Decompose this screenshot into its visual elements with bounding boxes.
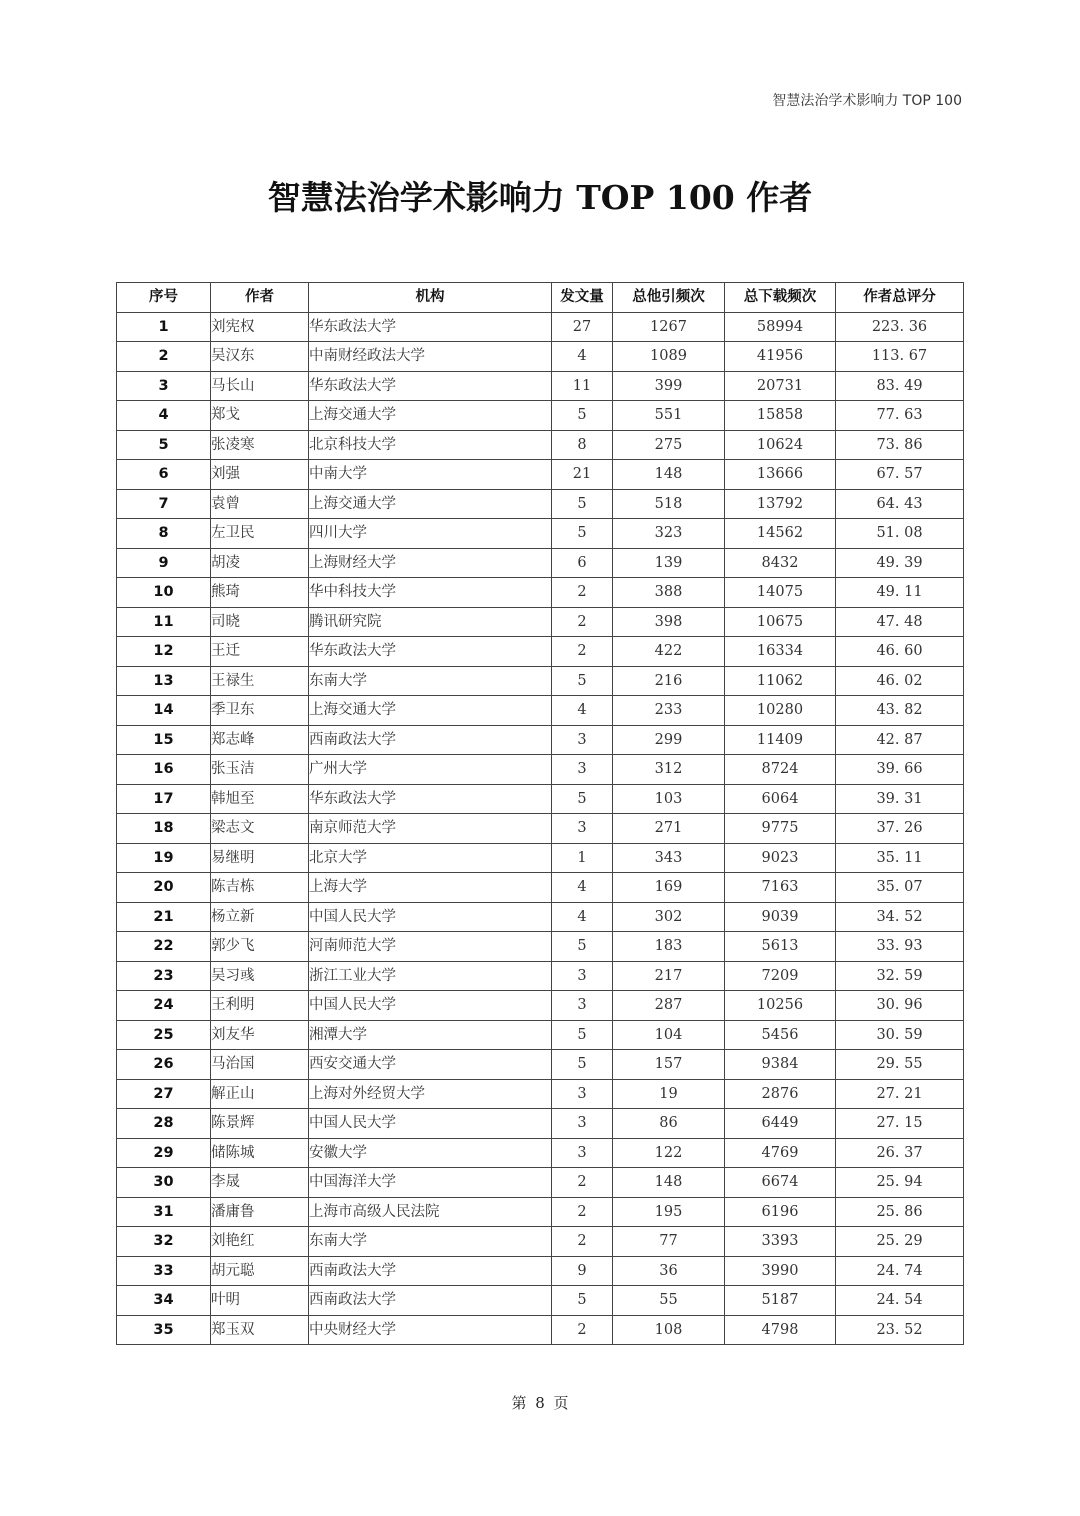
cell-rank: 9 — [117, 548, 211, 578]
cell-rank: 17 — [117, 784, 211, 814]
cell-citations: 399 — [613, 371, 725, 401]
table-row — [117, 312, 964, 342]
table-row — [117, 873, 964, 903]
cell-publications: 5 — [552, 1286, 613, 1316]
cell-downloads: 8432 — [725, 548, 836, 578]
cell-score: 32. 59 — [836, 961, 964, 991]
cell-institution: 东南大学 — [309, 1227, 552, 1257]
cell-institution: 华东政法大学 — [309, 637, 552, 667]
cell-institution: 华中科技大学 — [309, 578, 552, 608]
table-row — [117, 666, 964, 696]
cell-publications: 5 — [552, 401, 613, 431]
cell-rank: 31 — [117, 1197, 211, 1227]
cell-rank: 29 — [117, 1138, 211, 1168]
cell-downloads: 9039 — [725, 902, 836, 932]
cell-rank: 8 — [117, 519, 211, 549]
cell-author: 王利明 — [211, 991, 309, 1021]
cell-score: 46. 60 — [836, 637, 964, 667]
cell-rank: 16 — [117, 755, 211, 785]
cell-downloads: 6449 — [725, 1109, 836, 1139]
cell-author: 马长山 — [211, 371, 309, 401]
cell-citations: 157 — [613, 1050, 725, 1080]
cell-institution: 华东政法大学 — [309, 784, 552, 814]
cell-downloads: 58994 — [725, 312, 836, 342]
cell-publications: 2 — [552, 607, 613, 637]
cell-downloads: 9384 — [725, 1050, 836, 1080]
cell-institution: 河南师范大学 — [309, 932, 552, 962]
cell-author: 李晟 — [211, 1168, 309, 1198]
cell-score: 24. 74 — [836, 1256, 964, 1286]
header-rank: 序号 — [117, 283, 211, 313]
cell-downloads: 8724 — [725, 755, 836, 785]
cell-citations: 422 — [613, 637, 725, 667]
cell-publications: 4 — [552, 902, 613, 932]
cell-score: 223. 36 — [836, 312, 964, 342]
cell-institution: 四川大学 — [309, 519, 552, 549]
cell-citations: 551 — [613, 401, 725, 431]
cell-publications: 3 — [552, 1079, 613, 1109]
cell-publications: 3 — [552, 1109, 613, 1139]
cell-institution: 上海市高级人民法院 — [309, 1197, 552, 1227]
cell-downloads: 14075 — [725, 578, 836, 608]
cell-institution: 中央财经大学 — [309, 1315, 552, 1345]
cell-publications: 3 — [552, 1138, 613, 1168]
cell-publications: 2 — [552, 637, 613, 667]
cell-rank: 7 — [117, 489, 211, 519]
authors-table — [116, 282, 964, 1345]
cell-score: 113. 67 — [836, 342, 964, 372]
header-author: 作者 — [211, 283, 309, 313]
cell-rank: 34 — [117, 1286, 211, 1316]
cell-citations: 1089 — [613, 342, 725, 372]
cell-citations: 19 — [613, 1079, 725, 1109]
cell-downloads: 9775 — [725, 814, 836, 844]
table-row — [117, 961, 964, 991]
cell-publications: 11 — [552, 371, 613, 401]
cell-citations: 287 — [613, 991, 725, 1021]
cell-downloads: 6196 — [725, 1197, 836, 1227]
cell-downloads: 6064 — [725, 784, 836, 814]
cell-publications: 4 — [552, 696, 613, 726]
cell-downloads: 7163 — [725, 873, 836, 903]
cell-author: 梁志文 — [211, 814, 309, 844]
cell-institution: 西南政法大学 — [309, 1256, 552, 1286]
header-publications: 发文量 — [552, 283, 613, 313]
cell-score: 64. 43 — [836, 489, 964, 519]
cell-rank: 6 — [117, 460, 211, 490]
cell-author: 季卫东 — [211, 696, 309, 726]
table-row — [117, 843, 964, 873]
cell-rank: 1 — [117, 312, 211, 342]
cell-rank: 19 — [117, 843, 211, 873]
cell-downloads: 10280 — [725, 696, 836, 726]
table-row — [117, 1315, 964, 1345]
cell-downloads: 10256 — [725, 991, 836, 1021]
cell-citations: 86 — [613, 1109, 725, 1139]
cell-rank: 10 — [117, 578, 211, 608]
cell-author: 王迁 — [211, 637, 309, 667]
cell-institution: 中南大学 — [309, 460, 552, 490]
cell-score: 42. 87 — [836, 725, 964, 755]
cell-institution: 中国人民大学 — [309, 902, 552, 932]
cell-downloads: 10624 — [725, 430, 836, 460]
cell-publications: 4 — [552, 342, 613, 372]
cell-author: 陈吉栋 — [211, 873, 309, 903]
cell-citations: 233 — [613, 696, 725, 726]
cell-citations: 55 — [613, 1286, 725, 1316]
cell-publications: 27 — [552, 312, 613, 342]
cell-citations: 169 — [613, 873, 725, 903]
cell-author: 叶明 — [211, 1286, 309, 1316]
cell-score: 46. 02 — [836, 666, 964, 696]
cell-citations: 139 — [613, 548, 725, 578]
table-row — [117, 607, 964, 637]
cell-rank: 18 — [117, 814, 211, 844]
cell-score: 25. 86 — [836, 1197, 964, 1227]
cell-publications: 5 — [552, 666, 613, 696]
cell-publications: 5 — [552, 784, 613, 814]
cell-rank: 32 — [117, 1227, 211, 1257]
cell-downloads: 5187 — [725, 1286, 836, 1316]
cell-author: 韩旭至 — [211, 784, 309, 814]
cell-score: 49. 11 — [836, 578, 964, 608]
cell-publications: 5 — [552, 1020, 613, 1050]
cell-author: 张玉洁 — [211, 755, 309, 785]
cell-publications: 5 — [552, 489, 613, 519]
cell-institution: 西南政法大学 — [309, 725, 552, 755]
cell-publications: 2 — [552, 1315, 613, 1345]
table-row — [117, 1050, 964, 1080]
table-row — [117, 1168, 964, 1198]
cell-downloads: 13792 — [725, 489, 836, 519]
cell-publications: 2 — [552, 578, 613, 608]
cell-score: 29. 55 — [836, 1050, 964, 1080]
cell-score: 83. 49 — [836, 371, 964, 401]
cell-institution: 上海大学 — [309, 873, 552, 903]
cell-publications: 9 — [552, 1256, 613, 1286]
table-row — [117, 1286, 964, 1316]
table-row — [117, 519, 964, 549]
cell-downloads: 2876 — [725, 1079, 836, 1109]
cell-citations: 77 — [613, 1227, 725, 1257]
cell-author: 马治国 — [211, 1050, 309, 1080]
cell-institution: 中南财经政法大学 — [309, 342, 552, 372]
cell-author: 易继明 — [211, 843, 309, 873]
cell-citations: 388 — [613, 578, 725, 608]
cell-citations: 104 — [613, 1020, 725, 1050]
table-row — [117, 1227, 964, 1257]
cell-rank: 25 — [117, 1020, 211, 1050]
table-row — [117, 1020, 964, 1050]
cell-author: 王禄生 — [211, 666, 309, 696]
cell-institution: 中国人民大学 — [309, 991, 552, 1021]
cell-author: 刘友华 — [211, 1020, 309, 1050]
table-row — [117, 548, 964, 578]
cell-rank: 26 — [117, 1050, 211, 1080]
cell-downloads: 20731 — [725, 371, 836, 401]
cell-citations: 217 — [613, 961, 725, 991]
page-number: 第 8 页 — [511, 1394, 569, 1412]
cell-citations: 271 — [613, 814, 725, 844]
cell-publications: 3 — [552, 961, 613, 991]
cell-score: 39. 66 — [836, 755, 964, 785]
cell-author: 刘强 — [211, 460, 309, 490]
header-downloads: 总下载频次 — [725, 283, 836, 313]
cell-downloads: 13666 — [725, 460, 836, 490]
cell-rank: 30 — [117, 1168, 211, 1198]
cell-downloads: 4769 — [725, 1138, 836, 1168]
cell-author: 吴汉东 — [211, 342, 309, 372]
cell-score: 26. 37 — [836, 1138, 964, 1168]
cell-author: 张凌寒 — [211, 430, 309, 460]
table-row — [117, 371, 964, 401]
cell-downloads: 9023 — [725, 843, 836, 873]
cell-publications: 3 — [552, 814, 613, 844]
cell-rank: 23 — [117, 961, 211, 991]
cell-citations: 299 — [613, 725, 725, 755]
cell-score: 67. 57 — [836, 460, 964, 490]
cell-institution: 上海交通大学 — [309, 489, 552, 519]
cell-institution: 西安交通大学 — [309, 1050, 552, 1080]
table-row — [117, 814, 964, 844]
cell-institution: 东南大学 — [309, 666, 552, 696]
cell-score: 27. 21 — [836, 1079, 964, 1109]
table-row — [117, 401, 964, 431]
cell-institution: 安徽大学 — [309, 1138, 552, 1168]
table-row — [117, 460, 964, 490]
cell-publications: 4 — [552, 873, 613, 903]
cell-publications: 2 — [552, 1168, 613, 1198]
cell-publications: 3 — [552, 991, 613, 1021]
table-row — [117, 430, 964, 460]
cell-rank: 27 — [117, 1079, 211, 1109]
cell-score: 33. 93 — [836, 932, 964, 962]
cell-rank: 35 — [117, 1315, 211, 1345]
cell-score: 47. 48 — [836, 607, 964, 637]
cell-institution: 北京科技大学 — [309, 430, 552, 460]
cell-institution: 华东政法大学 — [309, 312, 552, 342]
cell-citations: 275 — [613, 430, 725, 460]
cell-score: 77. 63 — [836, 401, 964, 431]
cell-score: 35. 07 — [836, 873, 964, 903]
cell-citations: 148 — [613, 1168, 725, 1198]
table-row — [117, 932, 964, 962]
table-row — [117, 489, 964, 519]
cell-downloads: 3393 — [725, 1227, 836, 1257]
cell-downloads: 11062 — [725, 666, 836, 696]
cell-downloads: 15858 — [725, 401, 836, 431]
cell-author: 杨立新 — [211, 902, 309, 932]
header-score: 作者总评分 — [836, 283, 964, 313]
cell-author: 解正山 — [211, 1079, 309, 1109]
cell-rank: 14 — [117, 696, 211, 726]
cell-citations: 183 — [613, 932, 725, 962]
cell-institution: 西南政法大学 — [309, 1286, 552, 1316]
cell-downloads: 11409 — [725, 725, 836, 755]
cell-author: 郑戈 — [211, 401, 309, 431]
cell-citations: 1267 — [613, 312, 725, 342]
cell-score: 49. 39 — [836, 548, 964, 578]
cell-publications: 3 — [552, 755, 613, 785]
cell-rank: 20 — [117, 873, 211, 903]
cell-rank: 24 — [117, 991, 211, 1021]
cell-institution: 上海交通大学 — [309, 696, 552, 726]
cell-rank: 33 — [117, 1256, 211, 1286]
cell-score: 25. 29 — [836, 1227, 964, 1257]
cell-author: 刘宪权 — [211, 312, 309, 342]
cell-citations: 108 — [613, 1315, 725, 1345]
cell-downloads: 5456 — [725, 1020, 836, 1050]
cell-publications: 5 — [552, 1050, 613, 1080]
cell-score: 51. 08 — [836, 519, 964, 549]
table-row — [117, 637, 964, 667]
cell-score: 24. 54 — [836, 1286, 964, 1316]
table-row — [117, 696, 964, 726]
cell-institution: 湘潭大学 — [309, 1020, 552, 1050]
table-row — [117, 755, 964, 785]
cell-publications: 5 — [552, 932, 613, 962]
cell-citations: 312 — [613, 755, 725, 785]
cell-institution: 腾讯研究院 — [309, 607, 552, 637]
cell-citations: 302 — [613, 902, 725, 932]
cell-citations: 216 — [613, 666, 725, 696]
cell-rank: 15 — [117, 725, 211, 755]
cell-rank: 11 — [117, 607, 211, 637]
cell-author: 郭少飞 — [211, 932, 309, 962]
cell-downloads: 4798 — [725, 1315, 836, 1345]
cell-score: 37. 26 — [836, 814, 964, 844]
cell-publications: 3 — [552, 725, 613, 755]
cell-institution: 中国人民大学 — [309, 1109, 552, 1139]
cell-institution: 上海交通大学 — [309, 401, 552, 431]
cell-citations: 103 — [613, 784, 725, 814]
cell-score: 34. 52 — [836, 902, 964, 932]
cell-score: 23. 52 — [836, 1315, 964, 1345]
cell-publications: 2 — [552, 1197, 613, 1227]
cell-author: 司晓 — [211, 607, 309, 637]
cell-rank: 22 — [117, 932, 211, 962]
cell-rank: 12 — [117, 637, 211, 667]
cell-downloads: 41956 — [725, 342, 836, 372]
cell-institution: 中国海洋大学 — [309, 1168, 552, 1198]
cell-score: 73. 86 — [836, 430, 964, 460]
cell-institution: 北京大学 — [309, 843, 552, 873]
cell-rank: 21 — [117, 902, 211, 932]
cell-author: 郑志峰 — [211, 725, 309, 755]
cell-citations: 122 — [613, 1138, 725, 1168]
table-row — [117, 902, 964, 932]
table-row — [117, 578, 964, 608]
cell-institution: 上海财经大学 — [309, 548, 552, 578]
cell-downloads: 16334 — [725, 637, 836, 667]
cell-publications: 2 — [552, 1227, 613, 1257]
cell-institution: 上海对外经贸大学 — [309, 1079, 552, 1109]
cell-author: 左卫民 — [211, 519, 309, 549]
cell-publications: 6 — [552, 548, 613, 578]
table-row — [117, 1138, 964, 1168]
cell-citations: 148 — [613, 460, 725, 490]
cell-publications: 5 — [552, 519, 613, 549]
cell-rank: 28 — [117, 1109, 211, 1139]
header-citations: 总他引频次 — [613, 283, 725, 313]
cell-downloads: 14562 — [725, 519, 836, 549]
table-row — [117, 725, 964, 755]
cell-author: 熊琦 — [211, 578, 309, 608]
cell-citations: 36 — [613, 1256, 725, 1286]
cell-score: 25. 94 — [836, 1168, 964, 1198]
table-header-row — [117, 283, 964, 313]
cell-rank: 3 — [117, 371, 211, 401]
cell-citations: 518 — [613, 489, 725, 519]
cell-citations: 398 — [613, 607, 725, 637]
cell-author: 袁曾 — [211, 489, 309, 519]
cell-institution: 广州大学 — [309, 755, 552, 785]
cell-author: 陈景辉 — [211, 1109, 309, 1139]
cell-downloads: 5613 — [725, 932, 836, 962]
cell-downloads: 3990 — [725, 1256, 836, 1286]
cell-rank: 4 — [117, 401, 211, 431]
cell-institution: 华东政法大学 — [309, 371, 552, 401]
cell-rank: 5 — [117, 430, 211, 460]
cell-author: 吴习彧 — [211, 961, 309, 991]
page-title: 智慧法治学术影响力 TOP 100 作者 — [267, 178, 813, 217]
cell-downloads: 10675 — [725, 607, 836, 637]
cell-score: 30. 59 — [836, 1020, 964, 1050]
table-row — [117, 342, 964, 372]
cell-publications: 1 — [552, 843, 613, 873]
header-institution: 机构 — [309, 283, 552, 313]
cell-score: 35. 11 — [836, 843, 964, 873]
cell-author: 刘艳红 — [211, 1227, 309, 1257]
cell-citations: 343 — [613, 843, 725, 873]
cell-author: 胡凌 — [211, 548, 309, 578]
cell-score: 39. 31 — [836, 784, 964, 814]
table-row — [117, 1256, 964, 1286]
table-body — [117, 312, 964, 1345]
cell-citations: 323 — [613, 519, 725, 549]
cell-downloads: 6674 — [725, 1168, 836, 1198]
cell-downloads: 7209 — [725, 961, 836, 991]
cell-rank: 13 — [117, 666, 211, 696]
cell-rank: 2 — [117, 342, 211, 372]
cell-institution: 浙江工业大学 — [309, 961, 552, 991]
cell-author: 潘庸鲁 — [211, 1197, 309, 1227]
cell-institution: 南京师范大学 — [309, 814, 552, 844]
running-header: 智慧法治学术影响力 TOP 100 — [772, 93, 962, 109]
cell-score: 43. 82 — [836, 696, 964, 726]
table-row — [117, 1079, 964, 1109]
table-row — [117, 1109, 964, 1139]
cell-citations: 195 — [613, 1197, 725, 1227]
table-row — [117, 1197, 964, 1227]
cell-author: 储陈城 — [211, 1138, 309, 1168]
cell-score: 27. 15 — [836, 1109, 964, 1139]
cell-publications: 8 — [552, 430, 613, 460]
cell-author: 胡元聪 — [211, 1256, 309, 1286]
table-row — [117, 784, 964, 814]
cell-author: 郑玉双 — [211, 1315, 309, 1345]
table-row — [117, 991, 964, 1021]
cell-score: 30. 96 — [836, 991, 964, 1021]
cell-publications: 21 — [552, 460, 613, 490]
